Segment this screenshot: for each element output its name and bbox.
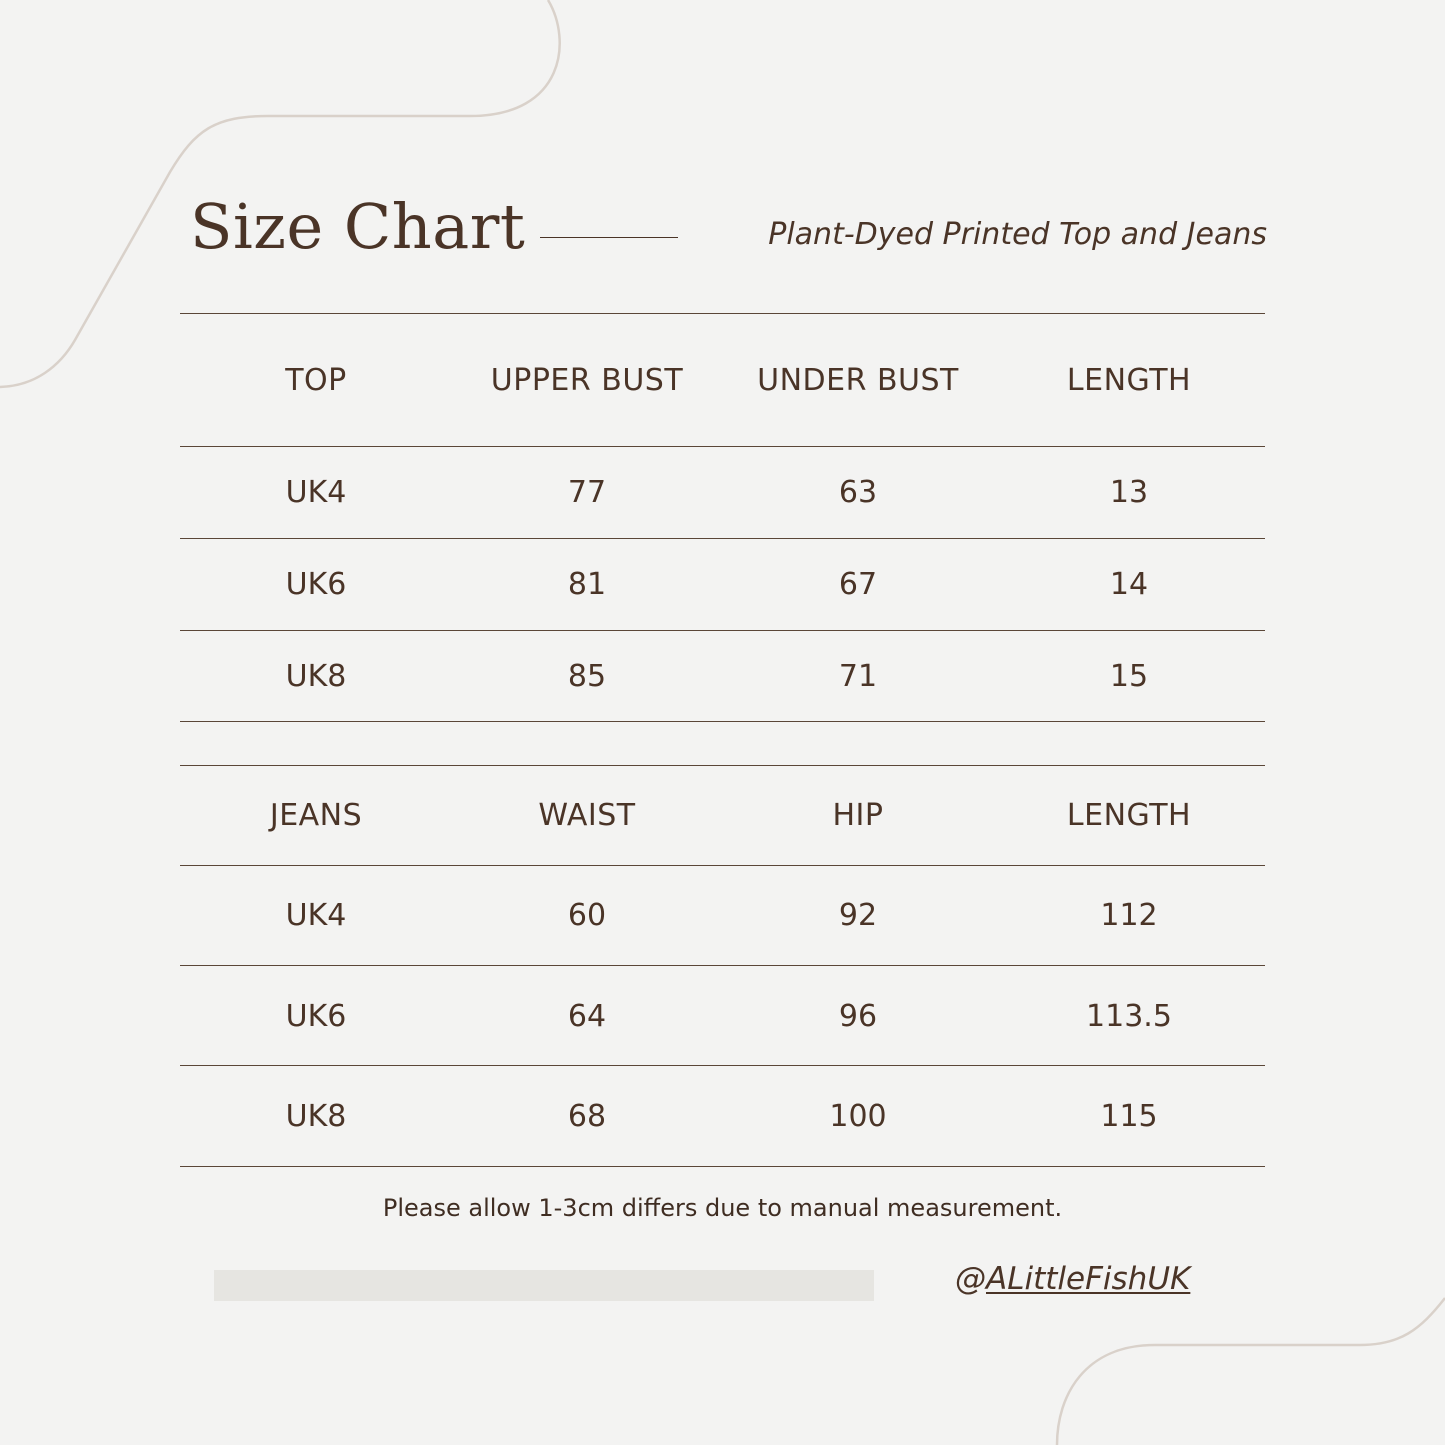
value-cell: 60 <box>567 898 607 933</box>
value-cell: 14 <box>1109 567 1149 602</box>
value-cell: 68 <box>567 1099 607 1134</box>
value-cell: 92 <box>838 898 878 933</box>
value-cell: 77 <box>567 475 607 510</box>
size-cell: UK4 <box>285 898 347 933</box>
page-subtitle: Plant-Dyed Printed Top and Jeans <box>768 217 1267 252</box>
header-cell: JEANS <box>269 798 363 833</box>
title-divider <box>540 237 678 238</box>
table-rule <box>180 721 1265 722</box>
table-rule <box>180 313 1265 314</box>
decorative-bar <box>214 1270 874 1301</box>
value-cell: 115 <box>1100 1099 1158 1134</box>
header-cell: UPPER BUST <box>490 363 684 398</box>
social-handle-text: ALittleFishUK <box>986 1261 1191 1297</box>
value-cell: 113.5 <box>1086 999 1172 1034</box>
table-rule <box>180 765 1265 766</box>
header-cell: WAIST <box>538 798 636 833</box>
value-cell: 85 <box>567 659 607 694</box>
value-cell: 112 <box>1100 898 1158 933</box>
measurement-note: Please allow 1-3cm differs due to manual measurement. <box>382 1194 1063 1222</box>
bottom-right-curve <box>1057 1298 1445 1445</box>
table-rule <box>180 538 1265 539</box>
header-cell: UNDER BUST <box>757 363 959 398</box>
size-cell: UK4 <box>285 475 347 510</box>
header-cell: LENGTH <box>1066 363 1192 398</box>
social-handle-link[interactable] <box>955 1261 1190 1297</box>
value-cell: 81 <box>567 567 607 602</box>
header-cell: HIP <box>832 798 884 833</box>
header-cell: TOP <box>285 363 347 398</box>
value-cell: 71 <box>838 659 878 694</box>
table-rule <box>180 865 1265 866</box>
value-cell: 63 <box>838 475 878 510</box>
header-cell: LENGTH <box>1066 798 1192 833</box>
value-cell: 64 <box>567 999 607 1034</box>
table-rule <box>180 630 1265 631</box>
value-cell: 13 <box>1109 475 1149 510</box>
value-cell: 67 <box>838 567 878 602</box>
size-cell: UK6 <box>285 567 347 602</box>
value-cell: 100 <box>829 1099 887 1134</box>
at-sign: @ <box>955 1261 986 1297</box>
table-rule <box>180 1065 1265 1066</box>
table-rule <box>180 446 1265 447</box>
value-cell: 96 <box>838 999 878 1034</box>
size-cell: UK8 <box>285 659 347 694</box>
size-cell: UK8 <box>285 1099 347 1134</box>
table-rule <box>180 965 1265 966</box>
table-rule <box>180 1166 1265 1167</box>
page-title: Size Chart <box>190 190 526 263</box>
size-cell: UK6 <box>285 999 347 1034</box>
value-cell: 15 <box>1109 659 1149 694</box>
